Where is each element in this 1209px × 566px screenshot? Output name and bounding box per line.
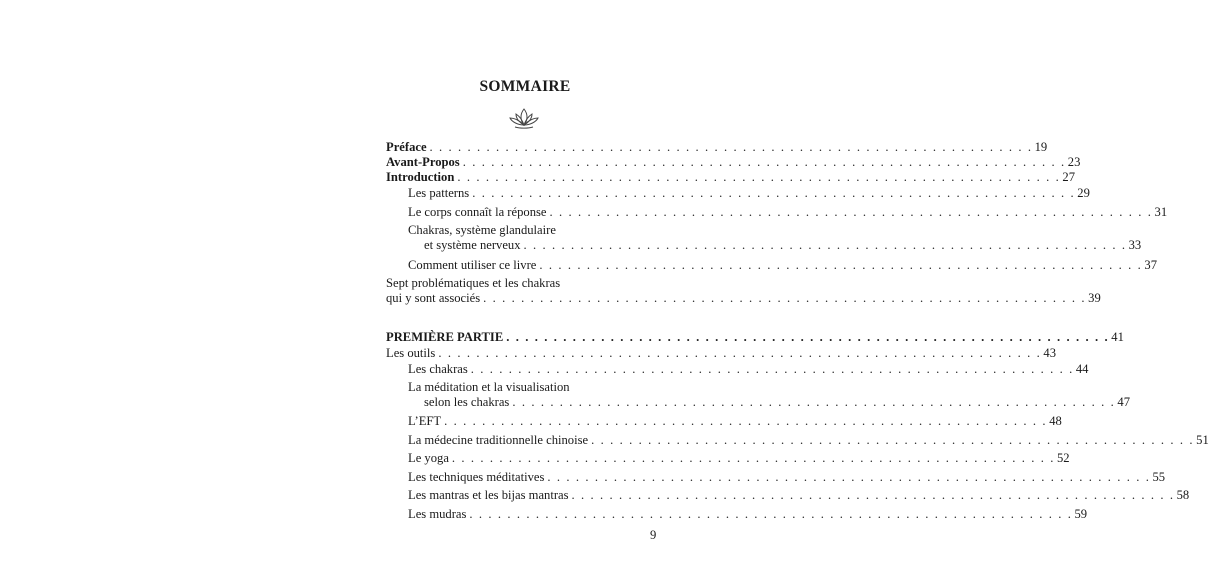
- toc-label: Les techniques méditatives: [408, 470, 545, 484]
- dot-leader: . . . . . . . . . . . . . . . . . . . . . . . . . . . . . . . . . . . . . . . . . . . . . . . . . . . . . . . . . . . . . . . .: [470, 362, 1074, 376]
- toc-label: La médecine traditionnelle chinoise: [408, 433, 589, 447]
- toc-entry-techniques[interactable]: [408, 470, 1166, 485]
- toc-label: Le yoga: [408, 451, 449, 465]
- page-folio-number: 9: [650, 528, 657, 542]
- toc-entry-outils[interactable]: [386, 346, 1056, 361]
- toc-entry-mantras[interactable]: [408, 488, 1190, 503]
- dot-leader: . . . . . . . . . . . . . . . . . . . . . . . . . . . . . . . . . . . . . . . . . . . . . . . . . . . . . . . . . . . . . . . .: [591, 433, 1195, 447]
- toc-page-number: 23: [1067, 155, 1081, 169]
- toc-label: et système nerveux: [424, 238, 521, 252]
- toc-entry-eft[interactable]: [408, 414, 1062, 429]
- toc-page-number: 33: [1128, 238, 1142, 252]
- toc-page-number: 48: [1049, 414, 1062, 428]
- toc-page-number: 51: [1196, 433, 1209, 447]
- toc-entry-utiliser[interactable]: [408, 258, 1158, 273]
- toc-entry-medecine[interactable]: [408, 433, 1209, 448]
- lotus-icon: [508, 106, 540, 130]
- toc-page-number: 39: [1088, 291, 1101, 305]
- toc-label: Les mantras et les bijas mantras: [408, 488, 569, 502]
- toc-label: L’EFT: [408, 414, 442, 428]
- toc-label: Les outils: [386, 346, 436, 360]
- toc-entry-meditation[interactable]: [408, 380, 1130, 410]
- toc-label: Les chakras: [408, 362, 468, 376]
- toc-label: Avant-Propos: [386, 155, 460, 169]
- toc-page-number: 55: [1152, 470, 1166, 484]
- toc-entry-chakras-systeme[interactable]: [408, 223, 1142, 253]
- dot-leader: . . . . . . . . . . . . . . . . . . . . . . . . . . . . . . . . . . . . . . . . . . . . . . . . . . . . . . . . . . . . . . . .: [438, 346, 1042, 360]
- dot-leader: . . . . . . . . . . . . . . . . . . . . . . . . . . . . . . . . . . . . . . . . . . . . . . . . . . . . . . . . . . . . . . . .: [469, 507, 1073, 521]
- dot-leader: . . . . . . . . . . . . . . . . . . . . . . . . . . . . . . . . . . . . . . . . . . . . . . . . . . . . . . . . . . . . . . . .: [451, 451, 1055, 465]
- toc-entry-mudras[interactable]: [408, 507, 1088, 522]
- toc-entry-sept-problematiques[interactable]: [386, 276, 1101, 306]
- dot-leader: . . . . . . . . . . . . . . . . . . . . . . . . . . . . . . . . . . . . . . . . . . . . . . . . . . . . . . . . . . . . . . . .: [462, 155, 1066, 169]
- toc-page-number: 41: [1111, 330, 1124, 344]
- dot-leader: . . . . . . . . . . . . . . . . . . . . . . . . . . . . . . . . . . . . . . . . . . . . . . . . . . . . . . . . . . . . . . . .: [512, 395, 1116, 409]
- toc-page-number: 47: [1117, 395, 1130, 409]
- dot-leader: . . . . . . . . . . . . . . . . . . . . . . . . . . . . . . . . . . . . . . . . . . . . . . . . . . . . . . . . . . . . . . . .: [429, 140, 1033, 154]
- toc-label: PREMIÈRE PARTIE: [386, 330, 504, 344]
- toc-label: Comment utiliser ce livre: [408, 258, 537, 272]
- toc-entry-introduction[interactable]: [386, 170, 1076, 185]
- toc-entry-yoga[interactable]: [408, 451, 1070, 466]
- dot-leader: . . . . . . . . . . . . . . . . . . . . . . . . . . . . . . . . . . . . . . . . . . . . . . . . . . . . . . . . . . . . . . . .: [472, 186, 1076, 200]
- toc-page-number: 29: [1077, 186, 1090, 200]
- toc-label-line1: Sept problématiques et les chakras: [386, 276, 561, 290]
- dot-leader: . . . . . . . . . . . . . . . . . . . . . . . . . . . . . . . . . . . . . . . . . . . . . . . . . . . . . . . . . . . . . . . .: [457, 170, 1061, 184]
- toc-page-number: 43: [1043, 346, 1056, 360]
- toc-label: Préface: [386, 140, 427, 154]
- toc-page-number: 59: [1074, 507, 1088, 521]
- dot-leader: . . . . . . . . . . . . . . . . . . . . . . . . . . . . . . . . . . . . . . . . . . . . . . . . . . . . . . . . . . . . . . . .: [483, 291, 1087, 305]
- toc-label: Introduction: [386, 170, 455, 184]
- dot-leader: . . . . . . . . . . . . . . . . . . . . . . . . . . . . . . . . . . . . . . . . . . . . . . . . . . . . . . . . . . . . . . . .: [506, 330, 1110, 344]
- toc-entry-les-chakras[interactable]: [408, 362, 1089, 377]
- page-title: SOMMAIRE: [479, 78, 571, 95]
- toc-label-line1: Chakras, système glandulaire: [408, 223, 556, 237]
- toc-page-number: 31: [1154, 205, 1168, 219]
- toc-label: selon les chakras: [424, 395, 510, 409]
- toc-page-number: 52: [1056, 451, 1070, 465]
- toc-page-number: 19: [1034, 140, 1048, 154]
- dot-leader: . . . . . . . . . . . . . . . . . . . . . . . . . . . . . . . . . . . . . . . . . . . . . . . . . . . . . . . . . . . . . . . .: [547, 470, 1151, 484]
- toc-label-line1: La méditation et la visualisation: [408, 380, 570, 394]
- dot-leader: . . . . . . . . . . . . . . . . . . . . . . . . . . . . . . . . . . . . . . . . . . . . . . . . . . . . . . . . . . . . . . . .: [539, 258, 1143, 272]
- toc-label: qui y sont associés: [386, 291, 481, 305]
- toc-label: Les mudras: [408, 507, 467, 521]
- dot-leader: . . . . . . . . . . . . . . . . . . . . . . . . . . . . . . . . . . . . . . . . . . . . . . . . . . . . . . . . . . . . . . . .: [523, 238, 1127, 252]
- toc-entry-preface[interactable]: [386, 140, 1048, 155]
- toc-page-number: 58: [1176, 488, 1190, 502]
- toc-entry-premiere-partie[interactable]: [386, 330, 1124, 345]
- toc-label: Les patterns: [408, 186, 470, 200]
- dot-leader: . . . . . . . . . . . . . . . . . . . . . . . . . . . . . . . . . . . . . . . . . . . . . . . . . . . . . . . . . . . . . . . .: [571, 488, 1175, 502]
- toc-page-number: 44: [1075, 362, 1089, 376]
- dot-leader: . . . . . . . . . . . . . . . . . . . . . . . . . . . . . . . . . . . . . . . . . . . . . . . . . . . . . . . . . . . . . . . .: [444, 414, 1048, 428]
- toc-page-number: 37: [1144, 258, 1158, 272]
- toc-entry-avant-propos[interactable]: [386, 155, 1081, 170]
- toc-entry-patterns[interactable]: [408, 186, 1090, 201]
- toc-page-number: 27: [1062, 170, 1076, 184]
- toc-entry-corps[interactable]: [408, 205, 1168, 220]
- toc-label: Le corps connaît la réponse: [408, 205, 547, 219]
- dot-leader: . . . . . . . . . . . . . . . . . . . . . . . . . . . . . . . . . . . . . . . . . . . . . . . . . . . . . . . . . . . . . . . .: [549, 205, 1153, 219]
